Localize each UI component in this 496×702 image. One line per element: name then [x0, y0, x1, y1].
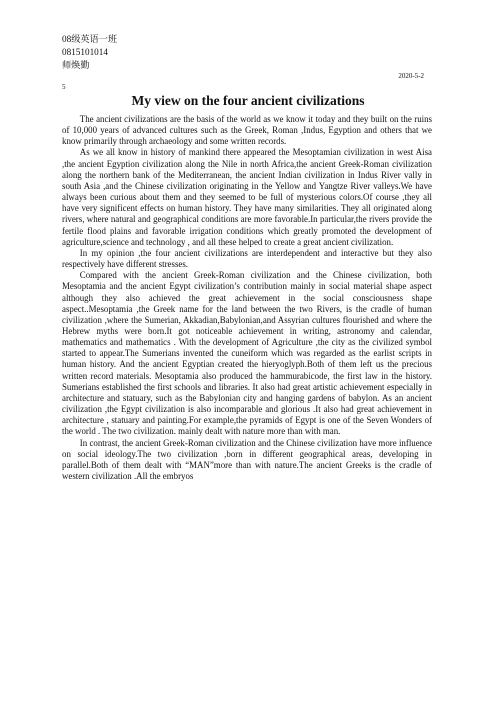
date-stamp: 2020-5-2 [398, 72, 424, 80]
essay-title: My view on the four ancient civilizations [131, 93, 365, 108]
paragraph: The ancient civilizations are the basis of the world as we know it today and they built on the ruins of 10,000 years of advanced cultures such as the Greek, Roman ,Indus, Egyption and others that we know primarily through archaeology and some written records. [62, 114, 432, 147]
student-id: 0815101014 [62, 47, 108, 57]
student-name: 师焕勤 [62, 60, 90, 70]
paragraph: In my opinion ,the four ancient civilizations are interdependent and interactive but they also respectively have different stresses. [62, 247, 432, 270]
essay-body [62, 114, 432, 482]
student-header [62, 33, 117, 72]
paragraph: Compared with the ancient Greek-Roman civilization and the Chinese civilization, both Mesoptamia and the ancient Egypt civilization’s contribution mainly in social material shape aspect although they also achieved the great achievement in the social consciousness shape aspect..Mesoptamia ,the Greek name for the land between the two Rivers, is the cradle of human civilization ,where the Sumerian, Akkadian,Babylonian,and Assyrian cultures flourished and where the Hebrew myths were born.It got noticeable achievement in writing, astronomy and calendar, mathematics and mathematics . With the development of Agriculture ,the city as the civilized symbol started to appear.The Sumerians invented the cuneiform which was regarded as the earlist scripts in human history. And the ancient Egyptian created the hieryoglyph.Both of them left us the precious written record materials. Mesoptamia also produced the hammurabicode, the first law in the history. Sumerians established the first schools and libraries. It also had great artistic achievement especially in architecture and statuary, such as the Babylonian city and hanging gardens of babylon. As an ancient civilization ,the Egypt civilization is also incomparable and glorious .It also had great achievement in architecture , statuary and painting.For example,the pyramids of Egypt is one of the Seven Wonders of the world . The two civilization. mainly dealt with nature more than with man. [62, 270, 432, 437]
class-name: 08级英语一班 [62, 34, 118, 44]
paragraph: In contrast, the ancient Greek-Roman civilization and the Chinese civilization have more influence on social ideology.The two civilization ,born in different geographical areas, developing in parallel.Both of them dealt with “MAN”more than with nature.The ancient Greeks is the cradle of western civilization .All the embryos [62, 437, 432, 481]
page-number: 5 [62, 83, 66, 91]
paragraph: As we all know in history of mankind there appeared the Mesoptamian civilization in west Aisa ,the ancient Egyption civilization along the Nile in north Africa,the ancient Greek-Roman civilization along the northern bank of the Mediterranean, the ancient Indian civilization in Indus River vally in south Asia ,and the Chinese civilization originating in the Yellow and Yangtze River valleys.We have always been curious about them and they seemed to be full of mysterious colors.Of course ,they all have very significent effects on human history. They have many similarities. They all originated along rivers, where natural and geographical conditions are more favorable.In particular,the rivers provide the fertile flood plains and favorable irrigation conditions which greatly promoted the development of agriculture,science and technology , and all these helped to create a great ancient civilization. [62, 147, 432, 247]
